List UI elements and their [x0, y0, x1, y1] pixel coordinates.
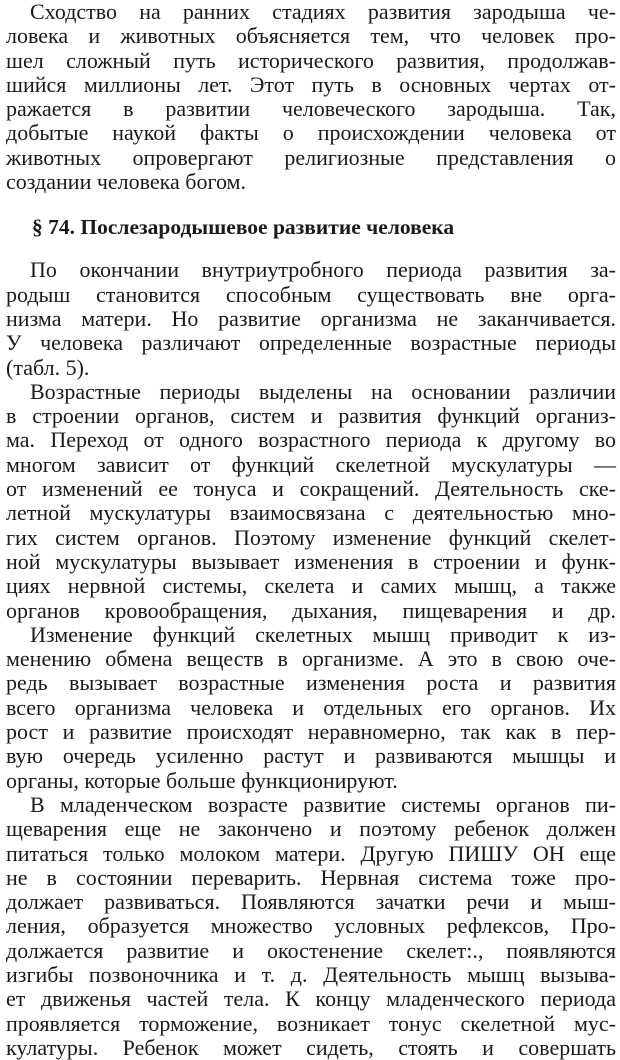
text-line: ражается в развитии человеческого зародыша. Так,: [6, 96, 616, 122]
text-line: от изменений ее тонуса и сокращений. Деятельность ске-: [6, 476, 616, 502]
text-line: циях нервной системы, скелета и самих мышц, а также: [6, 573, 616, 599]
text-line: шел сложный путь исторического развития, продолжав-: [6, 47, 616, 73]
text-line: должается развитие и окостенение скелет:., появляются: [6, 937, 616, 963]
text-line: ления, образуется множество условных рефлексов, Про-: [6, 913, 616, 939]
text-line: создании человека богом.: [6, 169, 246, 195]
text-line: родыш становится способным существовать вне орга-: [6, 281, 616, 307]
text-line: органы, которые больше функционируют.: [6, 767, 398, 793]
text-line: рост и развитие происходят неравномерно, так как в пер-: [6, 719, 616, 745]
text-line: органов кровообращения, дыхания, пищеварения и др.: [6, 597, 616, 623]
text-line: кулатуры. Ребенок может сидеть, стоять и совершать: [6, 1034, 616, 1060]
text-line: питаться только молоком матери. Другую ПИШУ ОН еще: [6, 840, 616, 866]
text-line: животных опровергают религиозные представления о: [6, 144, 616, 170]
paragraph-age-periods: [6, 380, 616, 623]
text-line: ма. Переход от одного возрастного периода к другому во: [6, 427, 616, 453]
text-line: По окончании внутриутробного периода развития за-: [30, 257, 616, 283]
book-page: [6, 0, 616, 1060]
text-line: не в состоянии переварить. Нервная система тоже про-: [6, 864, 616, 890]
text-line: ловека и животных объясняется тем, что человек про-: [6, 23, 616, 49]
text-line: гих систем органов. Поэтому изменение функций скелет-: [6, 524, 616, 550]
text-line: У человека различают определенные возрастные периоды: [6, 330, 616, 356]
paragraph-muscle-function: [6, 623, 616, 793]
text-line: щеварения еще не закончено и поэтому ребенок должен: [6, 816, 616, 842]
text-line: добытые наукой факты о происхождении человека от: [6, 120, 616, 146]
text-line: ной мускулатуры вызывает изменения в строении и функ-: [6, 548, 616, 574]
text-line: Изменение функций скелетных мышц приводит к из-: [30, 621, 616, 647]
section-heading: § 74. Послезародышевое развитие человека: [32, 215, 455, 240]
text-line: Возрастные периоды выделены на основании различии: [30, 378, 616, 404]
text-line: вую очередь усиленно растут и развиваются мышцы и: [6, 743, 616, 769]
paragraph-infancy: [6, 793, 616, 1060]
text-line: редь вызывает возрастные изменения роста и развития: [6, 670, 616, 696]
paragraph-embryo-similarity: [6, 0, 616, 194]
text-line: (табл. 5).: [6, 354, 90, 380]
text-line: проявляется торможение, возникает тонус скелетной мус-: [6, 1010, 616, 1036]
text-line: летной мускулатуры взаимосвязана с деятельностью мно-: [6, 500, 616, 526]
text-line: Сходство на ранних стадиях развития зародыша че-: [30, 0, 616, 24]
text-line: ет движенья частей тела. К концу младенческого периода: [6, 986, 616, 1012]
paragraph-postnatal-intro: [6, 258, 616, 379]
text-line: В младенческом возрасте развитие системы органов пи-: [30, 791, 616, 817]
text-line: изгибы позвоночника и т. д. Деятельность мышц вызыва-: [6, 961, 616, 987]
text-line: должает развиваться. Появляются зачатки речи и мыш-: [6, 889, 616, 915]
text-line: в строении органов, систем и развития функций организ-: [6, 403, 616, 429]
text-line: низма матери. Но развитие организма не заканчивается.: [6, 305, 616, 331]
text-line: менению обмена веществ в организме. А это в свою оче-: [6, 646, 616, 672]
text-line: шийся миллионы лет. Этот путь в основных чертах от-: [6, 71, 616, 97]
text-line: многом зависит от функций скелетной мускулатуры —: [6, 451, 616, 477]
text-line: всего организма человека и отдельных его органов. Их: [6, 694, 616, 720]
